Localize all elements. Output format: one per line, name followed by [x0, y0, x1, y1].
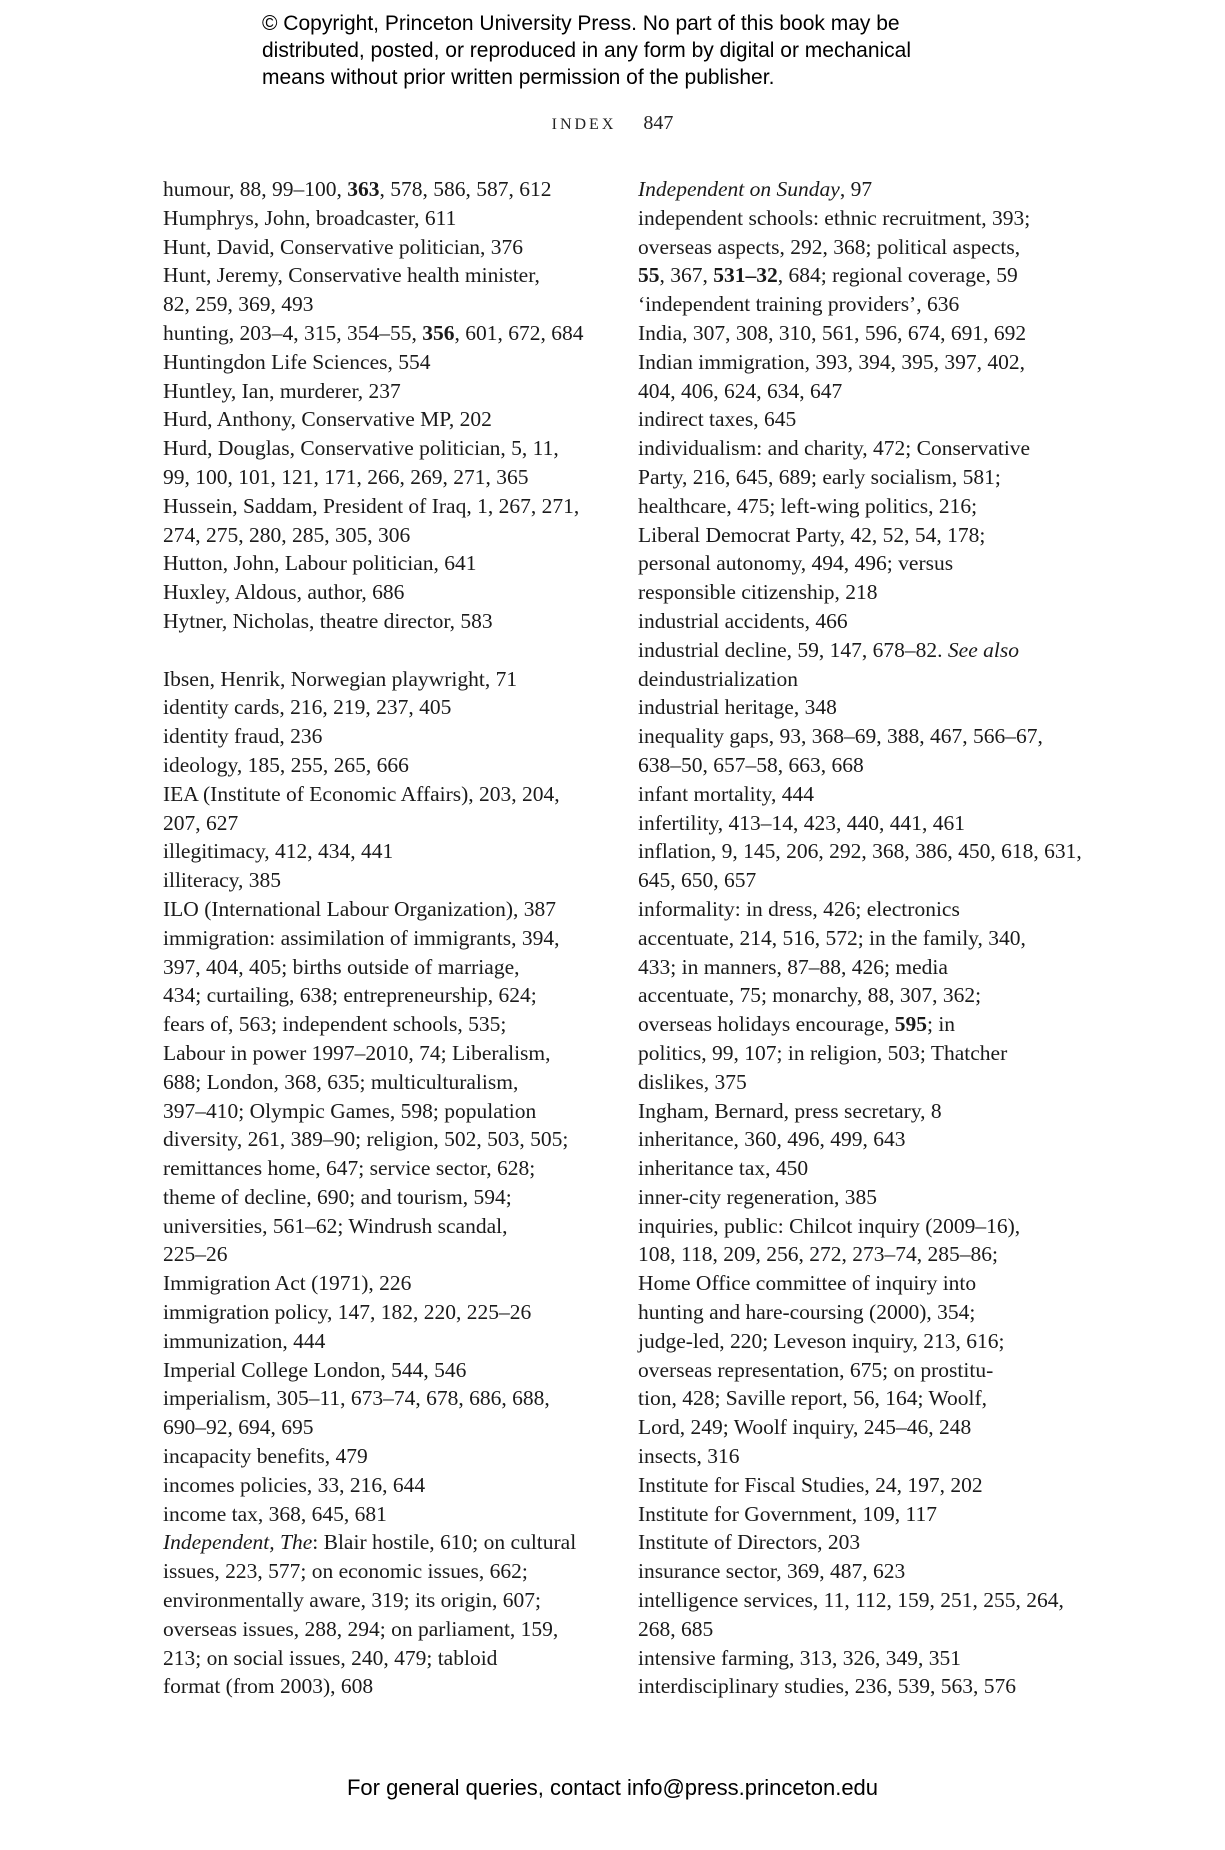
- index-entry-line: insects, 316: [638, 1444, 740, 1469]
- index-entry-line: 274, 275, 280, 285, 305, 306: [163, 522, 411, 547]
- index-entry-line: Imperial College London, 544, 546: [163, 1357, 467, 1382]
- index-entry-line: industrial heritage, 348: [638, 695, 837, 720]
- index-entry-line: illiteracy, 385: [163, 868, 282, 893]
- index-entry-line: 397, 404, 405; births outside of marriage,: [163, 954, 520, 979]
- index-entry-line: infertility, 413–14, 423, 440, 441, 461: [638, 810, 966, 835]
- index-entry: [638, 1644, 1078, 1673]
- index-entry: [638, 1154, 1078, 1183]
- index-entry-line: IEA (Institute of Economic Affairs), 203, 204,: [163, 781, 560, 806]
- index-entry-line: interdisciplinary studies, 236, 539, 563, 576: [638, 1674, 1017, 1699]
- page-header: [0, 112, 1225, 135]
- index-entry-line: inequality gaps, 93, 368–69, 388, 467, 566–67,: [638, 724, 1043, 749]
- index-entry: [163, 261, 603, 319]
- index-entry: [638, 434, 1078, 607]
- index-entry: [163, 866, 603, 895]
- index-entry-line: inner-city regeneration, 385: [638, 1184, 877, 1209]
- index-entry-line: environmentally aware, 319; its origin, 607;: [163, 1588, 541, 1613]
- index-entry-line: accentuate, 75; monarchy, 88, 307, 362;: [638, 983, 982, 1008]
- section-title: INDEX: [551, 116, 617, 133]
- index-entry: [163, 1327, 603, 1356]
- index-entry-line: identity cards, 216, 219, 237, 405: [163, 695, 452, 720]
- index-entry: [163, 578, 603, 607]
- index-entry-line: income tax, 368, 645, 681: [163, 1501, 387, 1526]
- index-entry: [163, 1442, 603, 1471]
- index-entry-line: inquiries, public: Chilcot inquiry (2009–16),: [638, 1213, 1021, 1238]
- index-entry: [638, 1442, 1078, 1471]
- index-entry-line: Hytner, Nicholas, theatre director, 583: [163, 608, 493, 633]
- index-entry-line: Huntingdon Life Sciences, 554: [163, 349, 431, 374]
- index-entry-line: tion, 428; Saville report, 56, 164; Woolf,: [638, 1386, 988, 1411]
- index-entry: [163, 233, 603, 262]
- index-entry-line: 108, 118, 209, 256, 272, 273–74, 285–86;: [638, 1242, 998, 1267]
- index-entry-line: Party, 216, 645, 689; early socialism, 581;: [638, 464, 1001, 489]
- index-entry: [638, 1586, 1078, 1644]
- index-entry: [163, 1384, 603, 1442]
- index-entry-line: Hunt, Jeremy, Conservative health minister,: [163, 263, 540, 288]
- index-entry-line: inheritance tax, 450: [638, 1156, 809, 1181]
- index-entry-line: responsible citizenship, 218: [638, 580, 878, 605]
- index-entry: [638, 405, 1078, 434]
- index-entry-line: informality: in dress, 426; electronics: [638, 896, 960, 921]
- index-entry: [638, 1212, 1078, 1442]
- index-entry-line: 638–50, 657–58, 663, 668: [638, 752, 864, 777]
- index-column-right: [638, 175, 1082, 1701]
- index-entry: [638, 319, 1078, 348]
- index-entry: [163, 1500, 603, 1529]
- index-entry-line: Institute for Fiscal Studies, 24, 197, 202: [638, 1472, 983, 1497]
- index-entry: [163, 1269, 603, 1298]
- letter-group-gap: [163, 636, 603, 665]
- index-entry-line: Lord, 249; Woolf inquiry, 245–46, 248: [638, 1415, 972, 1440]
- index-entry-line: theme of decline, 690; and tourism, 594;: [163, 1184, 512, 1209]
- index-entry: [638, 1557, 1078, 1586]
- index-entry: [163, 751, 603, 780]
- index-entry-line: 213; on social issues, 240, 479; tabloid: [163, 1645, 498, 1670]
- index-entry: [163, 1471, 603, 1500]
- index-entry-line: 690–92, 694, 695: [163, 1415, 314, 1440]
- index-entry-line: 688; London, 368, 635; multiculturalism,: [163, 1069, 519, 1094]
- index-entry-line: inflation, 9, 145, 206, 292, 368, 386, 450, 618, 631,: [638, 839, 1082, 864]
- index-entry-line: format (from 2003), 608: [163, 1674, 374, 1699]
- index-entry: [638, 1097, 1078, 1126]
- index-entry-line: Immigration Act (1971), 226: [163, 1271, 412, 1296]
- index-entry-line: Hutton, John, Labour politician, 641: [163, 551, 477, 576]
- index-entry: [638, 895, 1078, 1097]
- index-entry: [163, 405, 603, 434]
- index-entry-line: Labour in power 1997–2010, 74; Liberalism,: [163, 1040, 551, 1065]
- index-entry: [638, 607, 1078, 636]
- copyright-line: distributed, posted, or reproduced in any form by digital or mechanical: [262, 39, 912, 62]
- index-entry: [163, 204, 603, 233]
- index-entry-line: overseas issues, 288, 294; on parliament, 159,: [163, 1616, 559, 1641]
- index-entry-line: Independent on Sunday, 97: [638, 177, 873, 201]
- index-entry-line: 404, 406, 624, 634, 647: [638, 378, 843, 403]
- index-entry-line: deindustrialization: [638, 666, 799, 691]
- index-entry-line: humour, 88, 99–100, 363, 578, 586, 587, 612: [163, 177, 552, 201]
- index-entry-line: intelligence services, 11, 112, 159, 251, 255, 264,: [638, 1588, 1064, 1613]
- index-entry-line: immigration policy, 147, 182, 220, 225–26: [163, 1300, 532, 1325]
- index-entry: [638, 290, 1078, 319]
- index-entry: [638, 1672, 1078, 1701]
- index-entry-line: imperialism, 305–11, 673–74, 678, 686, 688,: [163, 1386, 550, 1411]
- index-entry-line: industrial decline, 59, 147, 678–82. See also: [638, 637, 1019, 662]
- index-entry: [163, 780, 603, 838]
- index-entry-line: Humphrys, John, broadcaster, 611: [163, 205, 457, 230]
- index-entry-line: inheritance, 360, 496, 499, 643: [638, 1127, 906, 1152]
- index-entry: [638, 722, 1078, 780]
- index-entry-line: indirect taxes, 645: [638, 407, 797, 432]
- index-entry-line: Institute for Government, 109, 117: [638, 1501, 937, 1526]
- index-entry-line: overseas aspects, 292, 368; political aspects,: [638, 234, 1021, 259]
- index-entry-line: diversity, 261, 389–90; religion, 502, 503, 505;: [163, 1127, 569, 1152]
- index-entry: [163, 549, 603, 578]
- index-entry: [163, 1528, 603, 1701]
- index-entry-line: politics, 99, 107; in religion, 503; Thatcher: [638, 1040, 1008, 1065]
- index-entry-line: Ibsen, Henrik, Norwegian playwright, 71: [163, 666, 518, 691]
- index-entry-line: Home Office committee of inquiry into: [638, 1271, 977, 1296]
- index-entry-line: illegitimacy, 412, 434, 441: [163, 839, 394, 864]
- index-entry: [638, 1471, 1078, 1500]
- index-entry-line: 397–410; Olympic Games, 598; population: [163, 1098, 537, 1123]
- index-entry-line: fears of, 563; independent schools, 535;: [163, 1012, 507, 1037]
- index-entry: [163, 607, 603, 636]
- index-entry-line: hunting and hare-coursing (2000), 354;: [638, 1300, 976, 1325]
- index-entry: [163, 693, 603, 722]
- index-entry-line: incomes policies, 33, 216, 644: [163, 1472, 426, 1497]
- index-entry: [638, 348, 1078, 406]
- index-entry: [163, 492, 603, 550]
- page-footer: [0, 1775, 1225, 1801]
- index-entry-line: Independent, The: Blair hostile, 610; on cultural: [163, 1530, 577, 1555]
- copyright-notice: [262, 10, 1022, 91]
- index-entry: [163, 1298, 603, 1327]
- index-entry: [638, 809, 1078, 838]
- index-entry-line: overseas representation, 675; on prostitu-: [638, 1357, 994, 1382]
- index-entry-line: accentuate, 214, 516, 572; in the family, 340,: [638, 925, 1026, 950]
- index-entry-line: universities, 561–62; Windrush scandal,: [163, 1213, 508, 1238]
- index-entry-line: personal autonomy, 494, 496; versus: [638, 551, 954, 576]
- index-entry: [163, 175, 603, 204]
- index-entry-line: Hurd, Douglas, Conservative politician, 5, 11,: [163, 436, 559, 461]
- index-entry-line: ideology, 185, 255, 265, 666: [163, 752, 409, 777]
- index-entry: [638, 204, 1078, 290]
- index-entry-line: Huntley, Ian, murderer, 237: [163, 378, 401, 403]
- index-entry-line: 225–26: [163, 1242, 228, 1267]
- index-entry-line: hunting, 203–4, 315, 354–55, 356, 601, 672, 684: [163, 320, 584, 345]
- index-entry: [638, 1528, 1078, 1557]
- index-entry: [163, 895, 603, 924]
- index-entry: [163, 665, 603, 694]
- index-entry: [163, 348, 603, 377]
- index-entry-line: Hurd, Anthony, Conservative MP, 202: [163, 407, 492, 432]
- index-entry: [638, 780, 1078, 809]
- index-entry-line: healthcare, 475; left-wing politics, 216;: [638, 493, 978, 518]
- index-entry-line: 82, 259, 369, 493: [163, 292, 314, 317]
- index-entry-line: industrial accidents, 466: [638, 608, 848, 633]
- index-entry: [163, 837, 603, 866]
- index-entry-line: Hussein, Saddam, President of Iraq, 1, 267, 271,: [163, 493, 580, 518]
- index-entry-line: remittances home, 647; service sector, 628;: [163, 1156, 536, 1181]
- index-entry-line: 645, 650, 657: [638, 868, 757, 893]
- index-entry-line: immunization, 444: [163, 1328, 326, 1353]
- copyright-line: means without prior written permission of the publisher.: [262, 66, 775, 89]
- index-entry: [163, 1356, 603, 1385]
- index-entry: [638, 636, 1078, 694]
- copyright-line: © Copyright, Princeton University Press. No part of this book may be: [262, 12, 900, 35]
- index-column-left: [163, 175, 603, 1701]
- page-number: 847: [643, 112, 674, 134]
- index-entry: [638, 837, 1082, 895]
- index-entry-line: incapacity benefits, 479: [163, 1444, 368, 1469]
- footer-contact: For general queries, contact info@press.princeton.edu: [346, 1775, 879, 1800]
- index-entry-line: 55, 367, 531–32, 684; regional coverage, 59: [638, 263, 1018, 288]
- index-entry: [163, 722, 603, 751]
- index-entry-line: Huxley, Aldous, author, 686: [163, 580, 405, 605]
- index-entry-line: Indian immigration, 393, 394, 395, 397, 402,: [638, 349, 1025, 374]
- index-entry-line: independent schools: ethnic recruitment, 393;: [638, 205, 1031, 230]
- index-entry-line: individualism: and charity, 472; Conservative: [638, 436, 1031, 461]
- index-entry-line: intensive farming, 313, 326, 349, 351: [638, 1645, 962, 1670]
- index-entry-line: ILO (International Labour Organization), 387: [163, 896, 557, 921]
- index-entry-line: insurance sector, 369, 487, 623: [638, 1559, 906, 1584]
- index-entry-line: dislikes, 375: [638, 1069, 747, 1094]
- index-entry-line: India, 307, 308, 310, 561, 596, 674, 691, 692: [638, 320, 1027, 345]
- index-entry-line: identity fraud, 236: [163, 724, 323, 749]
- index-entry-line: judge-led, 220; Leveson inquiry, 213, 616;: [638, 1328, 1005, 1353]
- index-entry-line: 99, 100, 101, 121, 171, 266, 269, 271, 365: [163, 464, 529, 489]
- index-entry: [638, 693, 1078, 722]
- index-entry: [638, 1500, 1078, 1529]
- index-entry-line: Hunt, David, Conservative politician, 376: [163, 234, 524, 259]
- index-entry-line: Ingham, Bernard, press secretary, 8: [638, 1098, 942, 1123]
- index-entry: [163, 434, 603, 492]
- index-entry-line: Liberal Democrat Party, 42, 52, 54, 178;: [638, 522, 986, 547]
- index-entry: [638, 175, 1078, 204]
- index-entry-line: infant mortality, 444: [638, 781, 814, 806]
- index-entry: [638, 1125, 1078, 1154]
- index-entry-line: 434; curtailing, 638; entrepreneurship, 624;: [163, 983, 537, 1008]
- index-entry: [163, 924, 603, 1270]
- index-entry: [638, 1183, 1078, 1212]
- index-entry-line: ‘independent training providers’, 636: [638, 292, 960, 317]
- index-entry: [163, 319, 603, 348]
- index-entry-line: Institute of Directors, 203: [638, 1530, 861, 1555]
- index-entry-line: issues, 223, 577; on economic issues, 662;: [163, 1559, 528, 1584]
- index-entry-line: 207, 627: [163, 810, 239, 835]
- index-entry: [163, 377, 603, 406]
- index-entry-line: immigration: assimilation of immigrants, 394,: [163, 925, 560, 950]
- index-entry-line: 433; in manners, 87–88, 426; media: [638, 954, 948, 979]
- index-entry-line: 268, 685: [638, 1616, 714, 1641]
- index-entry-line: overseas holidays encourage, 595; in: [638, 1012, 956, 1037]
